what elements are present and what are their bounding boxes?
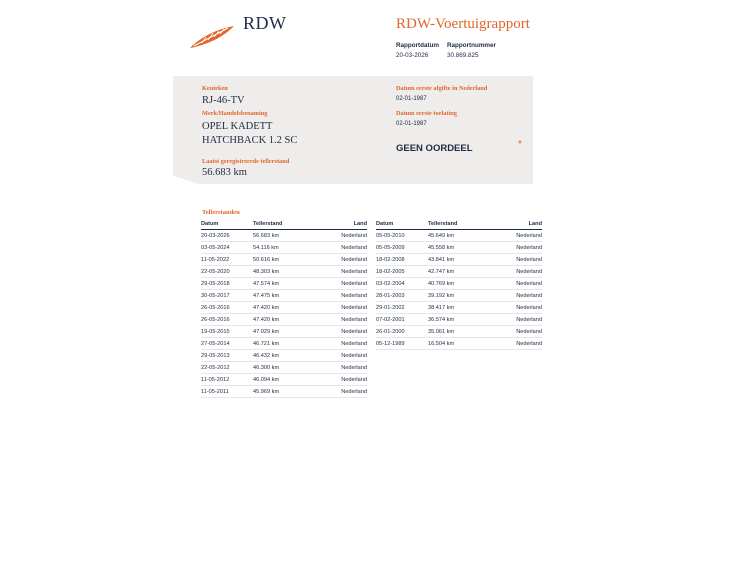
- datum-cell: 05-12-1989: [376, 340, 405, 347]
- datum-cell: 18-02-2005: [376, 268, 405, 275]
- datum-cell: 29-05-2018: [201, 280, 230, 287]
- land-cell: Nederland: [516, 280, 542, 287]
- tellerstanden-table-left: [201, 219, 367, 398]
- tellerstand-cell: 42.747 km: [428, 268, 455, 275]
- merk-value: OPEL KADETT: [202, 121, 273, 132]
- tellerstand-cell: 47.574 km: [253, 280, 280, 287]
- handelsbenaming-value: HATCHBACK 1.2 SC: [202, 135, 298, 146]
- afgifte-label: Datum eerste afgifte in Nederland: [396, 85, 488, 92]
- land-cell: Nederland: [341, 376, 367, 383]
- table-row: [201, 254, 367, 266]
- tellerstand-cell: 47.475 km: [253, 292, 280, 299]
- land-cell: Nederland: [516, 268, 542, 275]
- table-row: [201, 230, 367, 242]
- tellerstand-cell: 46.721 km: [253, 340, 280, 347]
- tellerstand-cell: 46.300 km: [253, 364, 280, 371]
- datum-cell: 11-05-2011: [201, 388, 229, 395]
- land-cell: Nederland: [341, 268, 367, 275]
- land-cell: Nederland: [341, 364, 367, 371]
- land-cell: Nederland: [341, 352, 367, 359]
- table-row: [201, 290, 367, 302]
- datum-cell: 05-05-2010: [376, 232, 405, 239]
- datum-cell: 05-05-2009: [376, 244, 405, 251]
- table-row: [376, 338, 542, 350]
- datum-cell: 26-01-2000: [376, 328, 405, 335]
- table-row: [201, 326, 367, 338]
- datum-cell: 26-05-2016: [201, 304, 230, 311]
- datum-cell: 03-02-2004: [376, 280, 405, 287]
- tellerstand-cell: 54.116 km: [253, 244, 279, 251]
- rapportnummer-value: 30.869.825: [447, 52, 479, 59]
- report-title: RDW-Voertuigrapport: [396, 16, 530, 32]
- datum-cell: 26-05-2016: [201, 316, 230, 323]
- table-row: [201, 242, 367, 254]
- tellerstand-cell: 56.683 km: [253, 232, 280, 239]
- toelating-label: Datum eerste toelating: [396, 110, 457, 117]
- table-header: [201, 219, 367, 230]
- datum-cell: 11-05-2012: [201, 376, 230, 383]
- tellerstand-cell: 47.420 km: [253, 316, 280, 323]
- table-row: [376, 278, 542, 290]
- tellerstanden-title: Tellerstanden: [202, 209, 240, 216]
- tellerstand-cell: 40.769 km: [428, 280, 455, 287]
- land-cell: Nederland: [341, 388, 367, 395]
- land-cell: Nederland: [341, 304, 367, 311]
- table-row: [201, 338, 367, 350]
- column-header-datum: Datum: [376, 221, 394, 227]
- land-cell: Nederland: [516, 292, 542, 299]
- land-cell: Nederland: [341, 340, 367, 347]
- land-cell: Nederland: [516, 304, 542, 311]
- rapportdatum-label: Rapportdatum: [396, 42, 440, 49]
- datum-cell: 03-05-2024: [201, 244, 230, 251]
- kenteken-value: RJ-46-TV: [202, 95, 245, 106]
- datum-cell: 20-03-2026: [201, 232, 230, 239]
- tellerstand-cell: 43.841 km: [428, 256, 455, 263]
- table-row: [376, 230, 542, 242]
- land-cell: Nederland: [516, 316, 542, 323]
- land-cell: Nederland: [341, 292, 367, 299]
- tellerstand-cell: 45.649 km: [428, 232, 455, 239]
- column-header-land: Land: [353, 221, 367, 227]
- datum-cell: 27-05-2014: [201, 340, 230, 347]
- tellerstanden-table-right: [376, 219, 542, 350]
- tellerstand-cell: 46.432 km: [253, 352, 280, 359]
- land-cell: Nederland: [516, 328, 542, 335]
- table-row: [201, 386, 367, 398]
- table-row: [201, 278, 367, 290]
- datum-cell: 30-05-2017: [201, 292, 230, 299]
- brand-name: RDW: [243, 13, 287, 33]
- datum-cell: 07-02-2001: [376, 316, 405, 323]
- tellerstand-cell: 45.558 km: [428, 244, 455, 251]
- table-header: [376, 219, 542, 230]
- land-cell: Nederland: [516, 244, 542, 251]
- datum-cell: 29-01-2002: [376, 304, 405, 311]
- land-cell: Nederland: [341, 316, 367, 323]
- tellerstand-cell: 36.574 km: [428, 316, 455, 323]
- land-cell: Nederland: [341, 256, 367, 263]
- datum-cell: 22-05-2020: [201, 268, 230, 275]
- datum-cell: 22-05-2012: [201, 364, 230, 371]
- datum-cell: 28-01-2003: [376, 292, 405, 299]
- tellerstand-label: Laatst geregistreerde tellerstand: [202, 158, 290, 165]
- table-row: [376, 314, 542, 326]
- tellerstand-cell: 39.192 km: [428, 292, 455, 299]
- merk-label: Merk/Handelsbenaming: [202, 110, 268, 117]
- land-cell: Nederland: [341, 328, 367, 335]
- column-header-datum: Datum: [201, 221, 219, 227]
- table-row: [376, 242, 542, 254]
- table-row: [201, 314, 367, 326]
- table-row: [376, 326, 542, 338]
- table-row: [201, 266, 367, 278]
- land-cell: Nederland: [341, 244, 367, 251]
- land-cell: Nederland: [341, 280, 367, 287]
- datum-cell: 19-05-2015: [201, 328, 230, 335]
- column-header-land: Land: [528, 221, 542, 227]
- column-header-tellerstand: Tellerstand: [253, 221, 283, 227]
- land-cell: Nederland: [341, 232, 367, 239]
- rapportnummer-block: [447, 42, 496, 59]
- toelating-value: 02-01-1987: [396, 121, 427, 127]
- tellerstand-cell: 35.061 km: [428, 328, 455, 335]
- table-row: [376, 302, 542, 314]
- rapportdatum-value: 20-03-2026: [396, 52, 429, 59]
- kenteken-label: Kenteken: [202, 85, 228, 92]
- datum-cell: 11-05-2022: [201, 256, 230, 263]
- tellerstand-cell: 47.420 km: [253, 304, 280, 311]
- rdw-feather-logo-icon: [188, 24, 236, 50]
- datum-cell: 29-05-2013: [201, 352, 230, 359]
- datum-cell: 18-02-2008: [376, 256, 405, 263]
- tellerstand-cell: 16.504 km: [428, 340, 455, 347]
- table-row: [201, 362, 367, 374]
- table-row: [201, 350, 367, 362]
- land-cell: Nederland: [516, 256, 542, 263]
- tellerstand-value: 56.683 km: [202, 167, 247, 178]
- table-row: [376, 254, 542, 266]
- tellerstand-cell: 50.616 km: [253, 256, 280, 263]
- rapportnummer-label: Rapportnummer: [447, 42, 496, 49]
- land-cell: Nederland: [516, 340, 542, 347]
- column-header-tellerstand: Tellerstand: [428, 221, 458, 227]
- tellerstand-cell: 38.417 km: [428, 304, 455, 311]
- table-row: [376, 290, 542, 302]
- rapportdatum-block: [396, 42, 439, 59]
- table-row: [376, 266, 542, 278]
- tellerstand-cell: 47.029 km: [253, 328, 280, 335]
- table-row: [201, 374, 367, 386]
- afgifte-value: 02-01-1987: [396, 96, 427, 102]
- land-cell: Nederland: [516, 232, 542, 239]
- oordeel-status: GEEN OORDEEL: [396, 143, 473, 154]
- table-row: [201, 302, 367, 314]
- tellerstand-cell: 48.303 km: [253, 268, 280, 275]
- asterisk-icon: *: [518, 139, 522, 150]
- tellerstand-cell: 45.969 km: [253, 388, 280, 395]
- tellerstand-cell: 46.094 km: [253, 376, 280, 383]
